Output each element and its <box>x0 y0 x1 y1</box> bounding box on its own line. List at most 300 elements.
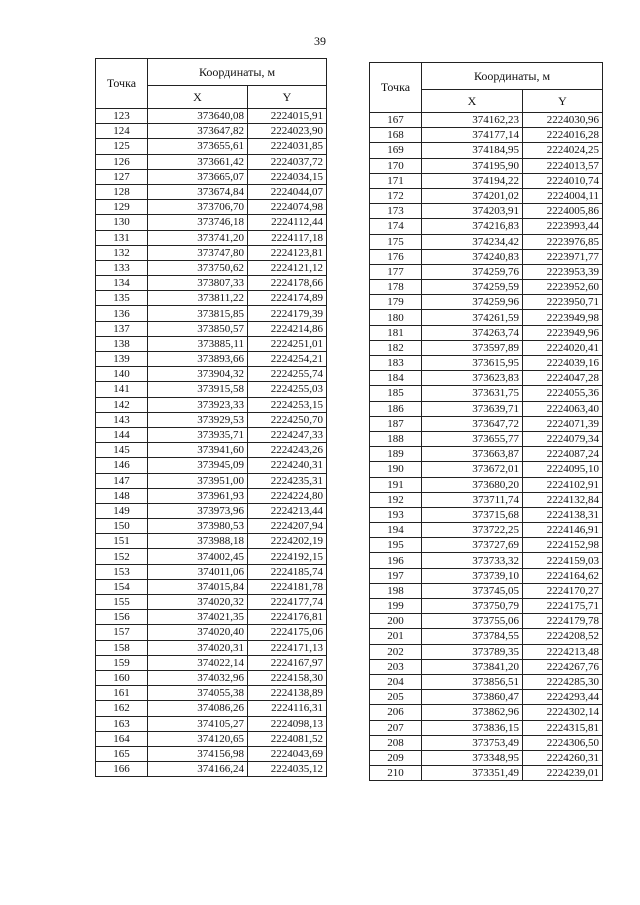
x-coordinate-cell: 374259,59 <box>422 280 523 295</box>
table-row <box>96 670 327 685</box>
table-row <box>96 139 327 154</box>
point-number-cell: 162 <box>96 701 148 716</box>
y-coordinate-cell: 2223952,60 <box>523 280 603 295</box>
table-row <box>96 397 327 412</box>
point-number-cell: 174 <box>370 219 422 234</box>
y-coordinate-cell: 2224146,91 <box>523 523 603 538</box>
page-number: 39 <box>314 34 326 48</box>
x-coordinate-cell: 374240,83 <box>422 249 523 264</box>
y-coordinate-cell: 2224254,21 <box>248 352 327 367</box>
table-row <box>370 735 603 750</box>
y-coordinate-cell: 2224235,31 <box>248 473 327 488</box>
x-coordinate-cell: 373815,85 <box>148 306 248 321</box>
table-row <box>96 412 327 427</box>
table-row <box>370 538 603 553</box>
table-row <box>96 230 327 245</box>
y-coordinate-cell: 2224112,44 <box>248 215 327 230</box>
y-coordinate-cell: 2224208,52 <box>523 629 603 644</box>
table-row <box>370 280 603 295</box>
table-row <box>96 427 327 442</box>
table-row <box>96 458 327 473</box>
point-number-cell: 184 <box>370 371 422 386</box>
y-coordinate-cell: 2223971,77 <box>523 249 603 264</box>
point-number-cell: 179 <box>370 295 422 310</box>
point-number-cell: 193 <box>370 507 422 522</box>
y-coordinate-cell: 2224013,57 <box>523 158 603 173</box>
x-coordinate-cell: 373631,75 <box>422 386 523 401</box>
point-number-cell: 133 <box>96 260 148 275</box>
x-coordinate-cell: 373951,00 <box>148 473 248 488</box>
x-coordinate-cell: 373348,95 <box>422 750 523 765</box>
y-coordinate-cell: 2224123,81 <box>248 245 327 260</box>
x-coordinate-cell: 373672,01 <box>422 462 523 477</box>
x-coordinate-cell: 374177,14 <box>422 128 523 143</box>
point-number-cell: 199 <box>370 599 422 614</box>
point-number-cell: 198 <box>370 583 422 598</box>
point-number-cell: 177 <box>370 264 422 279</box>
table-row <box>96 321 327 336</box>
table-row <box>96 731 327 746</box>
x-coordinate-cell: 373923,33 <box>148 397 248 412</box>
point-number-cell: 167 <box>370 113 422 128</box>
x-coordinate-cell: 373733,32 <box>422 553 523 568</box>
point-number-cell: 148 <box>96 488 148 503</box>
x-coordinate-cell: 373745,05 <box>422 583 523 598</box>
table-row <box>96 276 327 291</box>
column-header-x: X <box>422 90 523 113</box>
table-row <box>370 356 603 371</box>
x-coordinate-cell: 374259,76 <box>422 264 523 279</box>
point-number-cell: 129 <box>96 200 148 215</box>
table-row <box>96 595 327 610</box>
point-number-cell: 203 <box>370 659 422 674</box>
table-row <box>370 340 603 355</box>
y-coordinate-cell: 2223953,39 <box>523 264 603 279</box>
point-number-cell: 192 <box>370 492 422 507</box>
table-row <box>370 264 603 279</box>
table-row <box>370 401 603 416</box>
x-coordinate-cell: 373706,70 <box>148 200 248 215</box>
table-row <box>370 462 603 477</box>
point-number-cell: 124 <box>96 124 148 139</box>
table-row <box>370 143 603 158</box>
point-number-cell: 140 <box>96 367 148 382</box>
table-row <box>96 306 327 321</box>
y-coordinate-cell: 2224177,74 <box>248 595 327 610</box>
x-coordinate-cell: 373750,79 <box>422 599 523 614</box>
point-number-cell: 176 <box>370 249 422 264</box>
table-row <box>370 766 603 781</box>
point-number-cell: 154 <box>96 579 148 594</box>
point-number-cell: 123 <box>96 109 148 124</box>
point-number-cell: 188 <box>370 431 422 446</box>
x-coordinate-cell: 373893,66 <box>148 352 248 367</box>
point-number-cell: 158 <box>96 640 148 655</box>
point-number-cell: 141 <box>96 382 148 397</box>
table-row <box>370 690 603 705</box>
x-coordinate-cell: 374120,65 <box>148 731 248 746</box>
y-coordinate-cell: 2224138,31 <box>523 507 603 522</box>
table-row <box>370 310 603 325</box>
x-coordinate-cell: 374156,98 <box>148 746 248 761</box>
x-coordinate-cell: 373715,68 <box>422 507 523 522</box>
y-coordinate-cell: 2224031,85 <box>248 139 327 154</box>
y-coordinate-cell: 2224043,69 <box>248 746 327 761</box>
x-coordinate-cell: 373945,09 <box>148 458 248 473</box>
y-coordinate-cell: 2224015,91 <box>248 109 327 124</box>
point-number-cell: 191 <box>370 477 422 492</box>
point-number-cell: 207 <box>370 720 422 735</box>
y-coordinate-cell: 2224178,66 <box>248 276 327 291</box>
x-coordinate-cell: 374015,84 <box>148 579 248 594</box>
y-coordinate-cell: 2224037,72 <box>248 154 327 169</box>
x-coordinate-cell: 373904,32 <box>148 367 248 382</box>
point-number-cell: 189 <box>370 447 422 462</box>
x-coordinate-cell: 373661,42 <box>148 154 248 169</box>
point-number-cell: 128 <box>96 184 148 199</box>
x-coordinate-cell: 373860,47 <box>422 690 523 705</box>
table-row <box>370 295 603 310</box>
x-coordinate-cell: 373741,20 <box>148 230 248 245</box>
x-coordinate-cell: 374011,06 <box>148 564 248 579</box>
point-number-cell: 172 <box>370 188 422 203</box>
point-number-cell: 152 <box>96 549 148 564</box>
table-row <box>370 674 603 689</box>
column-header-point: Точка <box>96 59 148 109</box>
point-number-cell: 161 <box>96 686 148 701</box>
point-number-cell: 204 <box>370 674 422 689</box>
point-number-cell: 163 <box>96 716 148 731</box>
point-number-cell: 149 <box>96 503 148 518</box>
table-row <box>96 488 327 503</box>
table-row <box>370 750 603 765</box>
y-coordinate-cell: 2224214,86 <box>248 321 327 336</box>
table-row <box>96 625 327 640</box>
y-coordinate-cell: 2224055,36 <box>523 386 603 401</box>
point-number-cell: 138 <box>96 336 148 351</box>
table-row <box>96 154 327 169</box>
y-coordinate-cell: 2224081,52 <box>248 731 327 746</box>
table-row <box>96 564 327 579</box>
x-coordinate-cell: 373711,74 <box>422 492 523 507</box>
column-header-x: X <box>148 86 248 109</box>
table-row <box>96 473 327 488</box>
y-coordinate-cell: 2224158,30 <box>248 670 327 685</box>
point-number-cell: 126 <box>96 154 148 169</box>
table-row <box>370 447 603 462</box>
table-row <box>370 629 603 644</box>
y-coordinate-cell: 2224020,41 <box>523 340 603 355</box>
x-coordinate-cell: 374162,23 <box>422 113 523 128</box>
x-coordinate-cell: 373623,83 <box>422 371 523 386</box>
table-row <box>96 549 327 564</box>
point-number-cell: 132 <box>96 245 148 260</box>
table-row <box>96 686 327 701</box>
y-coordinate-cell: 2224293,44 <box>523 690 603 705</box>
point-number-cell: 155 <box>96 595 148 610</box>
y-coordinate-cell: 2224005,86 <box>523 204 603 219</box>
point-number-cell: 157 <box>96 625 148 640</box>
y-coordinate-cell: 2224132,84 <box>523 492 603 507</box>
point-number-cell: 202 <box>370 644 422 659</box>
point-number-cell: 145 <box>96 443 148 458</box>
x-coordinate-cell: 373727,69 <box>422 538 523 553</box>
y-coordinate-cell: 2224063,40 <box>523 401 603 416</box>
table-row <box>96 169 327 184</box>
table-row <box>96 762 327 777</box>
point-number-cell: 195 <box>370 538 422 553</box>
x-coordinate-cell: 374259,96 <box>422 295 523 310</box>
y-coordinate-cell: 2224071,39 <box>523 416 603 431</box>
point-number-cell: 170 <box>370 158 422 173</box>
coordinates-table-left <box>95 58 327 777</box>
x-coordinate-cell: 374020,40 <box>148 625 248 640</box>
x-coordinate-cell: 373739,10 <box>422 568 523 583</box>
y-coordinate-cell: 2223950,71 <box>523 295 603 310</box>
point-number-cell: 175 <box>370 234 422 249</box>
table-row <box>370 568 603 583</box>
x-coordinate-cell: 373665,07 <box>148 169 248 184</box>
point-number-cell: 206 <box>370 705 422 720</box>
x-coordinate-cell: 373929,53 <box>148 412 248 427</box>
y-coordinate-cell: 2224202,19 <box>248 534 327 549</box>
x-coordinate-cell: 373850,57 <box>148 321 248 336</box>
x-coordinate-cell: 373647,72 <box>422 416 523 431</box>
y-coordinate-cell: 2224306,50 <box>523 735 603 750</box>
coordinates-table-right <box>369 62 603 781</box>
table-row <box>96 640 327 655</box>
table-row <box>370 173 603 188</box>
point-number-cell: 125 <box>96 139 148 154</box>
y-coordinate-cell: 2224098,13 <box>248 716 327 731</box>
table-row <box>370 158 603 173</box>
table-row <box>370 371 603 386</box>
table-row <box>96 245 327 260</box>
x-coordinate-cell: 373663,87 <box>422 447 523 462</box>
table-row <box>96 534 327 549</box>
y-coordinate-cell: 2224251,01 <box>248 336 327 351</box>
table-row <box>96 655 327 670</box>
x-coordinate-cell: 374184,95 <box>422 143 523 158</box>
table-row <box>96 746 327 761</box>
x-coordinate-cell: 373640,08 <box>148 109 248 124</box>
y-coordinate-cell: 2224255,74 <box>248 367 327 382</box>
point-number-cell: 146 <box>96 458 148 473</box>
point-number-cell: 142 <box>96 397 148 412</box>
x-coordinate-cell: 373655,77 <box>422 431 523 446</box>
table-row <box>96 443 327 458</box>
y-coordinate-cell: 2224176,81 <box>248 610 327 625</box>
point-number-cell: 144 <box>96 427 148 442</box>
y-coordinate-cell: 2224074,98 <box>248 200 327 215</box>
x-coordinate-cell: 373935,71 <box>148 427 248 442</box>
x-coordinate-cell: 374020,32 <box>148 595 248 610</box>
column-header-point: Точка <box>370 63 422 113</box>
x-coordinate-cell: 373885,11 <box>148 336 248 351</box>
x-coordinate-cell: 374234,42 <box>422 234 523 249</box>
x-coordinate-cell: 373753,49 <box>422 735 523 750</box>
table-row <box>370 705 603 720</box>
table-body <box>370 113 603 781</box>
x-coordinate-cell: 374032,96 <box>148 670 248 685</box>
x-coordinate-cell: 374194,22 <box>422 173 523 188</box>
point-number-cell: 134 <box>96 276 148 291</box>
x-coordinate-cell: 374022,14 <box>148 655 248 670</box>
y-coordinate-cell: 2224260,31 <box>523 750 603 765</box>
table-row <box>370 325 603 340</box>
y-coordinate-cell: 2224171,13 <box>248 640 327 655</box>
x-coordinate-cell: 374263,74 <box>422 325 523 340</box>
table-row <box>96 336 327 351</box>
table-row <box>96 200 327 215</box>
x-coordinate-cell: 374216,83 <box>422 219 523 234</box>
point-number-cell: 136 <box>96 306 148 321</box>
point-number-cell: 127 <box>96 169 148 184</box>
x-coordinate-cell: 373807,33 <box>148 276 248 291</box>
x-coordinate-cell: 374166,24 <box>148 762 248 777</box>
column-header-coordinates: Координаты, м <box>422 63 603 90</box>
point-number-cell: 130 <box>96 215 148 230</box>
y-coordinate-cell: 2224164,62 <box>523 568 603 583</box>
x-coordinate-cell: 373655,61 <box>148 139 248 154</box>
table-row <box>96 503 327 518</box>
x-coordinate-cell: 373789,35 <box>422 644 523 659</box>
table-row <box>370 249 603 264</box>
column-header-y: Y <box>523 90 603 113</box>
x-coordinate-cell: 374105,27 <box>148 716 248 731</box>
table-row <box>96 184 327 199</box>
point-number-cell: 186 <box>370 401 422 416</box>
y-coordinate-cell: 2224030,96 <box>523 113 603 128</box>
x-coordinate-cell: 373597,89 <box>422 340 523 355</box>
table-row <box>96 701 327 716</box>
table-row <box>96 109 327 124</box>
table-row <box>96 610 327 625</box>
y-coordinate-cell: 2224285,30 <box>523 674 603 689</box>
y-coordinate-cell: 2223949,98 <box>523 310 603 325</box>
point-number-cell: 196 <box>370 553 422 568</box>
x-coordinate-cell: 373722,25 <box>422 523 523 538</box>
y-coordinate-cell: 2224181,78 <box>248 579 327 594</box>
y-coordinate-cell: 2224175,06 <box>248 625 327 640</box>
table-row <box>96 352 327 367</box>
point-number-cell: 137 <box>96 321 148 336</box>
table-row <box>96 215 327 230</box>
point-number-cell: 160 <box>96 670 148 685</box>
y-coordinate-cell: 2224035,12 <box>248 762 327 777</box>
x-coordinate-cell: 373746,18 <box>148 215 248 230</box>
y-coordinate-cell: 2224253,15 <box>248 397 327 412</box>
y-coordinate-cell: 2224207,94 <box>248 519 327 534</box>
point-number-cell: 194 <box>370 523 422 538</box>
point-number-cell: 178 <box>370 280 422 295</box>
table-row <box>96 716 327 731</box>
y-coordinate-cell: 2224034,15 <box>248 169 327 184</box>
table-row <box>370 431 603 446</box>
point-number-cell: 143 <box>96 412 148 427</box>
x-coordinate-cell: 373836,15 <box>422 720 523 735</box>
x-coordinate-cell: 373351,49 <box>422 766 523 781</box>
y-coordinate-cell: 2224302,14 <box>523 705 603 720</box>
x-coordinate-cell: 373862,96 <box>422 705 523 720</box>
y-coordinate-cell: 2224213,44 <box>248 503 327 518</box>
x-coordinate-cell: 374195,90 <box>422 158 523 173</box>
table-row <box>370 553 603 568</box>
y-coordinate-cell: 2224079,34 <box>523 431 603 446</box>
x-coordinate-cell: 374203,91 <box>422 204 523 219</box>
x-coordinate-cell: 373856,51 <box>422 674 523 689</box>
point-number-cell: 166 <box>96 762 148 777</box>
y-coordinate-cell: 2224243,26 <box>248 443 327 458</box>
point-number-cell: 210 <box>370 766 422 781</box>
y-coordinate-cell: 2224185,74 <box>248 564 327 579</box>
x-coordinate-cell: 373988,18 <box>148 534 248 549</box>
table-row <box>370 188 603 203</box>
point-number-cell: 159 <box>96 655 148 670</box>
y-coordinate-cell: 2224047,28 <box>523 371 603 386</box>
x-coordinate-cell: 373750,62 <box>148 260 248 275</box>
y-coordinate-cell: 2224044,07 <box>248 184 327 199</box>
y-coordinate-cell: 2224192,15 <box>248 549 327 564</box>
y-coordinate-cell: 2224179,39 <box>248 306 327 321</box>
table-row <box>370 659 603 674</box>
y-coordinate-cell: 2224102,91 <box>523 477 603 492</box>
x-coordinate-cell: 373755,06 <box>422 614 523 629</box>
point-number-cell: 168 <box>370 128 422 143</box>
column-header-coordinates: Координаты, м <box>148 59 327 86</box>
y-coordinate-cell: 2224250,70 <box>248 412 327 427</box>
point-number-cell: 190 <box>370 462 422 477</box>
x-coordinate-cell: 373980,53 <box>148 519 248 534</box>
y-coordinate-cell: 2224170,27 <box>523 583 603 598</box>
point-number-cell: 208 <box>370 735 422 750</box>
y-coordinate-cell: 2224138,89 <box>248 686 327 701</box>
y-coordinate-cell: 2224024,25 <box>523 143 603 158</box>
y-coordinate-cell: 2224159,03 <box>523 553 603 568</box>
point-number-cell: 200 <box>370 614 422 629</box>
table-row <box>370 219 603 234</box>
y-coordinate-cell: 2224016,28 <box>523 128 603 143</box>
x-coordinate-cell: 373747,80 <box>148 245 248 260</box>
x-coordinate-cell: 374002,45 <box>148 549 248 564</box>
x-coordinate-cell: 373639,71 <box>422 401 523 416</box>
point-number-cell: 171 <box>370 173 422 188</box>
y-coordinate-cell: 2224174,89 <box>248 291 327 306</box>
table-row <box>370 204 603 219</box>
point-number-cell: 181 <box>370 325 422 340</box>
x-coordinate-cell: 374086,26 <box>148 701 248 716</box>
table-row <box>370 386 603 401</box>
point-number-cell: 150 <box>96 519 148 534</box>
table-row <box>96 291 327 306</box>
table-row <box>370 599 603 614</box>
point-number-cell: 139 <box>96 352 148 367</box>
x-coordinate-cell: 374021,35 <box>148 610 248 625</box>
y-coordinate-cell: 2224010,74 <box>523 173 603 188</box>
point-number-cell: 185 <box>370 386 422 401</box>
y-coordinate-cell: 2224117,18 <box>248 230 327 245</box>
y-coordinate-cell: 2224247,33 <box>248 427 327 442</box>
point-number-cell: 164 <box>96 731 148 746</box>
point-number-cell: 201 <box>370 629 422 644</box>
table-row <box>370 720 603 735</box>
y-coordinate-cell: 2224087,24 <box>523 447 603 462</box>
y-coordinate-cell: 2224004,11 <box>523 188 603 203</box>
point-number-cell: 183 <box>370 356 422 371</box>
x-coordinate-cell: 373941,60 <box>148 443 248 458</box>
table-row <box>370 416 603 431</box>
x-coordinate-cell: 373615,95 <box>422 356 523 371</box>
